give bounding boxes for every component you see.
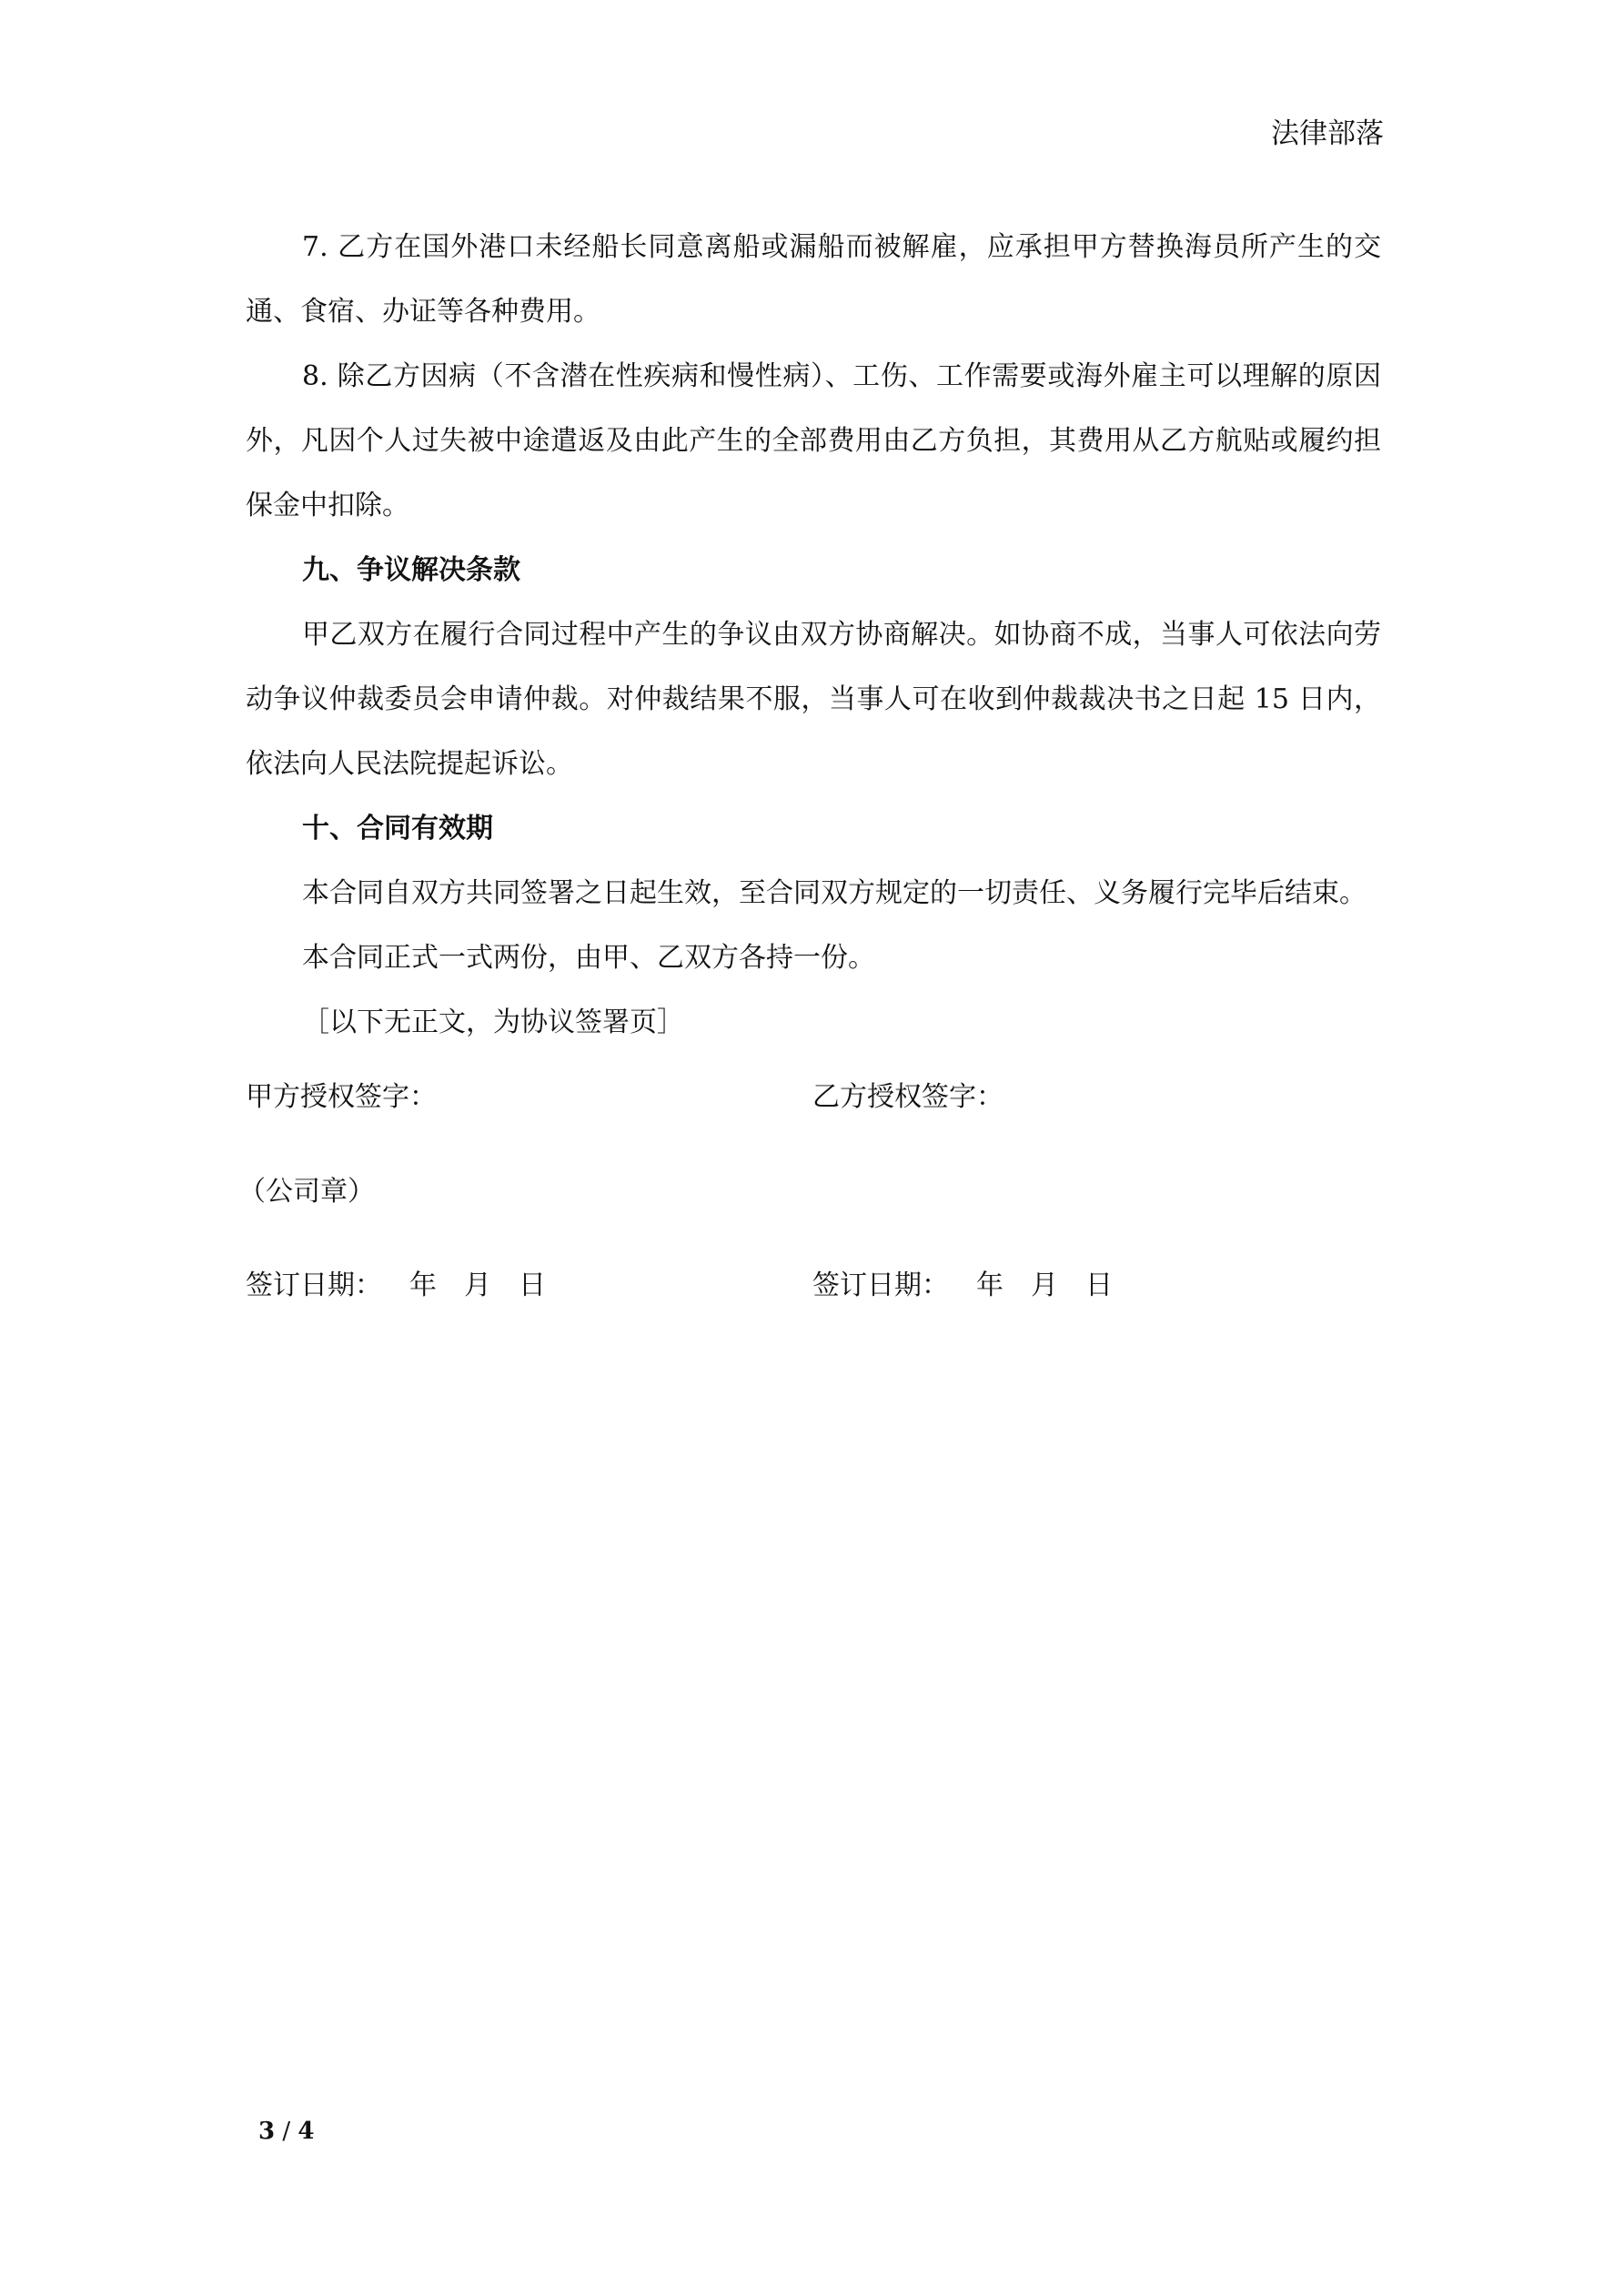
contract-body [246,215,1381,1055]
date-label: 签订日期： [246,1269,382,1301]
date-row [246,1269,1381,1306]
section-9-text: 甲乙双方在履行合同过程中产生的争议由双方协商解决。如协商不成，当事人可依法向劳动争议仲裁委员会申请仲裁。对仲裁结果不服，当事人可在收到仲裁裁决书之日起 15 日内，依法向人民法院提起诉讼。 [246,619,1381,780]
page-number [258,2118,314,2146]
section-10-text: 本合同自双方共同签署之日起生效，至合同双方规定的一切责任、义务履行完毕后结束。 [302,877,1367,909]
party-b-date [812,1269,1113,1302]
page-total: 4 [298,2118,315,2145]
section-9-title: 九、争议解决条款 [302,554,520,586]
page-separator: / [275,2118,298,2145]
date-label: 签订日期： [812,1269,949,1301]
party-b-signature-label: 乙方授权签字： [812,1081,1004,1113]
date-month: 月 [1031,1269,1058,1301]
date-day: 日 [519,1269,546,1301]
date-month: 月 [464,1269,491,1301]
clause-item-7: 7. 乙方在国外港口未经船长同意离船或漏船而被解雇，应承担甲方替换海员所产生的交通、食宿、办证等各种费用。 [246,231,1381,328]
party-a-signature-label: 甲方授权签字： [246,1081,437,1113]
clause-item-8: 8. 除乙方因病（不含潜在性疾病和慢性病）、工伤、工作需要或海外雇主可以理解的原因外，凡因个人过失被中途遣返及由此产生的全部费用由乙方负担，其费用从乙方航贴或履约担保金中扣除。 [246,360,1381,521]
page-current: 3 [258,2118,276,2145]
end-note: ［以下无正文，为协议签署页］ [302,1006,684,1038]
date-year: 年 [976,1269,1004,1301]
date-day: 日 [1085,1269,1113,1301]
header-brand: 法律部落 [1271,117,1384,150]
party-a-date [246,1269,546,1302]
section-10-title: 十、合同有效期 [302,813,493,845]
signature-row [246,1081,1381,1118]
company-seal-label: （公司章） [238,1176,375,1208]
seal-row [238,1176,1374,1212]
copies-text: 本合同正式一式两份，由甲、乙双方各持一份。 [302,942,875,974]
date-year: 年 [409,1269,437,1301]
